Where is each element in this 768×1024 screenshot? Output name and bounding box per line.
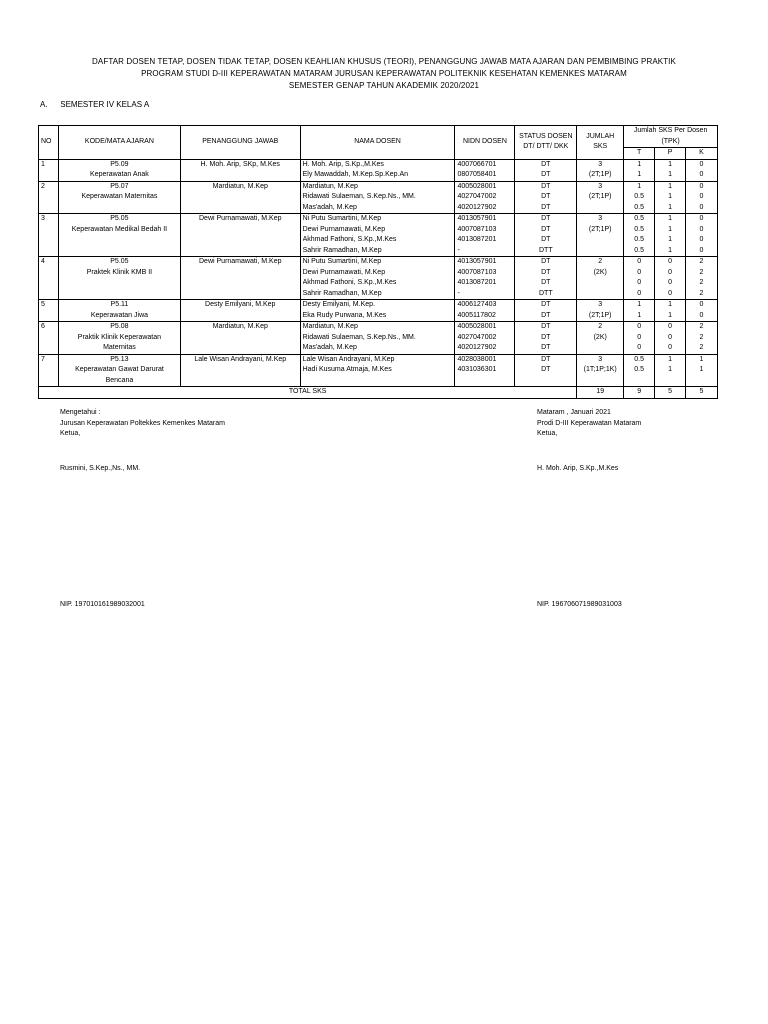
row-k bbox=[686, 257, 718, 300]
row-nidn-line: 0807058401 bbox=[457, 171, 497, 178]
row-k-line: 1 bbox=[699, 355, 704, 363]
row-status bbox=[515, 214, 577, 257]
row-kode-line: Keperawatan Jiwa bbox=[90, 311, 149, 319]
row-t bbox=[624, 181, 655, 214]
row-status-line: DT bbox=[541, 311, 551, 319]
row-kode-line: P5.07 bbox=[110, 182, 129, 190]
row-penanggung-jawab: Mardiatun, M.Kep bbox=[180, 181, 300, 214]
row-k-line: 0 bbox=[699, 236, 704, 243]
row-nama-dosen bbox=[300, 257, 455, 300]
row-p-line: 1 bbox=[668, 246, 673, 254]
sig-left-line2: Jurusan Keperawatan Poltekkes Kemenkes Mataram bbox=[60, 419, 225, 427]
row-nidn bbox=[455, 159, 515, 181]
row-status-line: DT bbox=[541, 366, 551, 373]
row-status-line: DTT bbox=[539, 246, 553, 254]
row-t-line: 1 bbox=[637, 160, 642, 168]
row-jumlah bbox=[577, 181, 624, 214]
row-penanggung-jawab: Dewi Purnamawati, M.Kep bbox=[180, 214, 300, 257]
row-kode bbox=[58, 159, 180, 181]
table-body bbox=[39, 159, 718, 387]
row-t-line: 0 bbox=[637, 268, 642, 276]
total-k: 5 bbox=[686, 387, 718, 399]
row-p-line: 1 bbox=[668, 225, 673, 233]
row-jumlah-line: (2T;1P) bbox=[588, 171, 612, 178]
table-row bbox=[39, 257, 718, 300]
row-nama-dosen-line: Akhmad Fathoni, S.Kp.,M.Kes bbox=[302, 236, 397, 243]
row-kode bbox=[58, 257, 180, 300]
sig-left-line1: Mengetahui : bbox=[60, 409, 101, 416]
row-kode-line: Praktik Klinik Keperawatan bbox=[77, 333, 162, 341]
row-p-line: 1 bbox=[668, 203, 673, 211]
sig-right-line3: Ketua, bbox=[537, 430, 558, 437]
document-title bbox=[0, 56, 768, 92]
total-row bbox=[39, 387, 718, 399]
row-nama-dosen bbox=[300, 300, 455, 322]
row-p-line: 1 bbox=[668, 171, 673, 178]
row-no: 5 bbox=[39, 300, 59, 322]
row-kode-line: Bencana bbox=[105, 376, 134, 384]
row-p-line: 0 bbox=[668, 333, 673, 341]
header-status: STATUS DOSEN DT/ DTT/ DKK bbox=[515, 126, 577, 160]
row-jumlah bbox=[577, 214, 624, 257]
row-nidn-line: 4006127403 bbox=[457, 301, 497, 308]
row-nama-dosen bbox=[300, 159, 455, 181]
row-p bbox=[655, 257, 686, 300]
row-k bbox=[686, 181, 718, 214]
row-jumlah-line: (2T;1P) bbox=[588, 225, 612, 233]
row-nama-dosen-line: Dewi Purnamawati, M.Kep bbox=[302, 268, 386, 276]
row-k-line: 0 bbox=[699, 225, 704, 233]
row-k-line: 0 bbox=[699, 215, 704, 222]
row-k-line: 0 bbox=[699, 301, 704, 308]
row-nidn bbox=[455, 257, 515, 300]
row-kode-line: P5.09 bbox=[110, 160, 129, 168]
row-t-line: 0.5 bbox=[634, 225, 645, 233]
row-no: 6 bbox=[39, 322, 59, 355]
row-nidn-line: 4005028001 bbox=[457, 323, 497, 330]
row-t-line: 0 bbox=[637, 258, 642, 265]
row-p-line: 1 bbox=[668, 193, 673, 200]
sig-right-name: H. Moh. Arip, S.Kp.,M.Kes bbox=[537, 465, 619, 472]
row-no: 2 bbox=[39, 181, 59, 214]
row-penanggung-jawab: Dewi Purnamawati, M.Kep bbox=[180, 257, 300, 300]
row-kode-line: Keperawatan Gawat Darurat bbox=[75, 366, 164, 373]
row-nama-dosen-line: Ridawati Sulaeman, S.Kep.Ns., MM. bbox=[302, 333, 416, 341]
header-p: P bbox=[655, 148, 686, 160]
row-penanggung-jawab: H. Moh. Arip, SKp, M.Kes bbox=[180, 159, 300, 181]
row-t-line: 1 bbox=[637, 182, 642, 190]
row-nidn bbox=[455, 214, 515, 257]
row-kode bbox=[58, 214, 180, 257]
row-k-line: 1 bbox=[699, 366, 704, 373]
row-nama-dosen-line: Mas'adah, M.Kep bbox=[302, 203, 357, 211]
row-status-line: DTT bbox=[539, 289, 553, 297]
header-tpk: Jumlah SKS Per Dosen (TPK) bbox=[624, 126, 718, 148]
row-jumlah-line: 3 bbox=[598, 355, 603, 363]
row-status bbox=[515, 322, 577, 355]
row-t bbox=[624, 322, 655, 355]
row-p-line: 1 bbox=[668, 366, 673, 373]
row-p bbox=[655, 159, 686, 181]
row-t-line: 0.5 bbox=[634, 193, 645, 200]
signature-left bbox=[60, 408, 225, 440]
row-t-line: 0.5 bbox=[634, 215, 645, 222]
header-t: T bbox=[624, 148, 655, 160]
row-t-line: 0 bbox=[637, 323, 642, 330]
row-nidn-line: 4028038001 bbox=[457, 355, 497, 363]
row-status-line: DT bbox=[541, 203, 551, 211]
row-k-line: 0 bbox=[699, 246, 704, 254]
table-row bbox=[39, 354, 718, 387]
row-status-line: DT bbox=[541, 160, 551, 168]
lecturer-table bbox=[38, 125, 718, 399]
table-row bbox=[39, 300, 718, 322]
row-t bbox=[624, 354, 655, 387]
row-nama-dosen-line: Mardiatun, M.Kep bbox=[302, 182, 358, 190]
row-p-line: 1 bbox=[668, 311, 673, 319]
row-nidn-line: 4007087103 bbox=[457, 225, 497, 233]
row-kode bbox=[58, 322, 180, 355]
row-no: 7 bbox=[39, 354, 59, 387]
row-penanggung-jawab: Lale Wisan Andrayani, M.Kep bbox=[180, 354, 300, 387]
row-kode-line: P5.13 bbox=[110, 355, 129, 363]
row-jumlah-line: 2 bbox=[598, 258, 603, 265]
row-nama-dosen-line: Hadi Kusuma Atmaja, M.Kes bbox=[302, 366, 392, 373]
row-k-line: 0 bbox=[699, 311, 704, 319]
total-label: TOTAL SKS bbox=[39, 387, 577, 399]
header-kode: KODE/MATA AJARAN bbox=[58, 126, 180, 160]
row-jumlah-line: 3 bbox=[598, 160, 603, 168]
sig-left-name: Rusmini, S.Kep.,Ns., MM. bbox=[60, 465, 141, 472]
row-nama-dosen-line: Akhmad Fathoni, S.Kp.,M.Kes bbox=[302, 279, 397, 286]
row-jumlah bbox=[577, 322, 624, 355]
row-t bbox=[624, 159, 655, 181]
row-nama-dosen-line: Dewi Purnamawati, M.Kep bbox=[302, 225, 386, 233]
row-status-line: DT bbox=[541, 225, 551, 233]
row-nidn-line: - bbox=[457, 289, 460, 297]
row-no: 3 bbox=[39, 214, 59, 257]
row-status-line: DT bbox=[541, 333, 551, 341]
row-nama-dosen-line: H. Moh. Arip, S.Kp.,M.Kes bbox=[302, 160, 384, 168]
row-nidn-line: 4013057901 bbox=[457, 258, 497, 265]
row-p-line: 0 bbox=[668, 344, 673, 351]
row-p-line: 1 bbox=[668, 355, 673, 363]
sig-left-line3: Ketua, bbox=[60, 430, 81, 437]
row-nidn-line: 4007066701 bbox=[457, 160, 497, 168]
row-kode-line: Keperawatan Medikal Bedah II bbox=[71, 225, 168, 233]
total-p: 5 bbox=[655, 387, 686, 399]
row-jumlah-line: 3 bbox=[598, 215, 603, 222]
row-kode-line: Keperawatan Anak bbox=[90, 171, 149, 178]
row-kode bbox=[58, 181, 180, 214]
row-status-line: DT bbox=[541, 193, 551, 200]
row-jumlah bbox=[577, 257, 624, 300]
row-status-line: DT bbox=[541, 355, 551, 363]
row-jumlah bbox=[577, 159, 624, 181]
row-no: 4 bbox=[39, 257, 59, 300]
row-jumlah-line: (1T;1P;1K) bbox=[583, 366, 617, 373]
row-p-line: 0 bbox=[668, 279, 673, 286]
row-nama-dosen bbox=[300, 354, 455, 387]
sig-right-line2: Prodi D-III Keperawatan Mataram bbox=[537, 419, 642, 427]
row-jumlah-line: (2K) bbox=[593, 268, 607, 276]
row-t bbox=[624, 300, 655, 322]
row-nidn-line: 4005028001 bbox=[457, 182, 497, 190]
row-nidn bbox=[455, 354, 515, 387]
row-jumlah-line: 3 bbox=[598, 301, 603, 308]
row-no: 1 bbox=[39, 159, 59, 181]
table-row bbox=[39, 181, 718, 214]
row-t-line: 1 bbox=[637, 311, 642, 319]
row-nama-dosen bbox=[300, 181, 455, 214]
row-t-line: 0 bbox=[637, 279, 642, 286]
row-nidn bbox=[455, 181, 515, 214]
title-line-2: PROGRAM STUDI D-III KEPERAWATAN MATARAM JURUSAN KEPERAWATAN POLITEKNIK KESEHATAN KEMENKES MATARAM bbox=[141, 69, 627, 78]
row-nama-dosen-line: Ely Mawaddah, M.Kep.Sp.Kep.An bbox=[302, 171, 409, 178]
row-status bbox=[515, 300, 577, 322]
row-nidn-line: 4031036301 bbox=[457, 366, 497, 373]
table-row bbox=[39, 159, 718, 181]
row-nidn-line: 4027047002 bbox=[457, 193, 497, 200]
row-p-line: 1 bbox=[668, 182, 673, 190]
row-kode-line: Praktek Klinik KMB II bbox=[86, 268, 153, 276]
row-jumlah-line: (2T;1P) bbox=[588, 193, 612, 200]
row-nama-dosen-line: Sahrir Ramadhan, M.Kep bbox=[302, 289, 382, 297]
row-status bbox=[515, 181, 577, 214]
row-status-line: DT bbox=[541, 215, 551, 222]
row-nama-dosen bbox=[300, 214, 455, 257]
row-p bbox=[655, 181, 686, 214]
header-penanggung-jawab: PENANGGUNG JAWAB bbox=[180, 126, 300, 160]
row-penanggung-jawab: Desty Emilyani, M.Kep bbox=[180, 300, 300, 322]
row-k-line: 2 bbox=[699, 258, 704, 265]
row-p-line: 0 bbox=[668, 258, 673, 265]
row-t-line: 0 bbox=[637, 333, 642, 341]
row-k-line: 2 bbox=[699, 333, 704, 341]
row-penanggung-jawab: Mardiatun, M.Kep bbox=[180, 322, 300, 355]
row-p-line: 0 bbox=[668, 289, 673, 297]
row-k bbox=[686, 354, 718, 387]
row-nama-dosen-line: Mardiatun, M.Kep bbox=[302, 323, 358, 330]
section-letter: A. bbox=[40, 100, 48, 109]
row-nama-dosen-line: Lale Wisan Andrayani, M.Kep bbox=[302, 355, 395, 363]
row-nama-dosen-line: Ni Putu Sumartini, M.Kep bbox=[302, 215, 382, 222]
row-nidn-line: 4020127902 bbox=[457, 344, 497, 351]
row-jumlah bbox=[577, 300, 624, 322]
header-k: K bbox=[686, 148, 718, 160]
sig-right-nip: NIP. 196706071989031003 bbox=[537, 601, 622, 608]
row-status-line: DT bbox=[541, 171, 551, 178]
row-p bbox=[655, 322, 686, 355]
row-nidn-line: 4013057901 bbox=[457, 215, 497, 222]
row-t-line: 0.5 bbox=[634, 355, 645, 363]
row-status-line: DT bbox=[541, 258, 551, 265]
row-kode bbox=[58, 354, 180, 387]
row-k bbox=[686, 214, 718, 257]
row-nidn-line: - bbox=[457, 246, 460, 254]
section-heading bbox=[40, 100, 149, 109]
row-kode-line: P5.08 bbox=[110, 323, 129, 330]
row-nama-dosen bbox=[300, 322, 455, 355]
row-status bbox=[515, 257, 577, 300]
row-t-line: 0.5 bbox=[634, 366, 645, 373]
row-nama-dosen-line: Ni Putu Sumartini, M.Kep bbox=[302, 258, 382, 265]
row-k-line: 0 bbox=[699, 160, 704, 168]
table-row bbox=[39, 322, 718, 355]
row-k-line: 2 bbox=[699, 279, 704, 286]
row-jumlah-line: (2T;1P) bbox=[588, 311, 612, 319]
row-jumlah-line: 2 bbox=[598, 323, 603, 330]
row-k-line: 0 bbox=[699, 182, 704, 190]
row-p-line: 0 bbox=[668, 323, 673, 330]
signature-right bbox=[537, 408, 641, 440]
row-kode-line: Keperawatan Maternitas bbox=[81, 193, 158, 200]
row-status-line: DT bbox=[541, 182, 551, 190]
row-k-line: 2 bbox=[699, 344, 704, 351]
row-p-line: 1 bbox=[668, 215, 673, 222]
row-p bbox=[655, 300, 686, 322]
row-nidn bbox=[455, 300, 515, 322]
row-t-line: 0 bbox=[637, 289, 642, 297]
row-t-line: 0.5 bbox=[634, 236, 645, 243]
row-t bbox=[624, 214, 655, 257]
total-jumlah: 19 bbox=[577, 387, 624, 399]
row-p-line: 0 bbox=[668, 268, 673, 276]
row-kode-line: P5.11 bbox=[110, 301, 129, 308]
title-line-1: DAFTAR DOSEN TETAP, DOSEN TIDAK TETAP, DOSEN KEAHLIAN KHUSUS (TEORI), PENANGGUNG JAWAB MATA AJARAN DAN PEMBIMBING PRAKTIK bbox=[92, 57, 676, 66]
row-k bbox=[686, 300, 718, 322]
row-kode-line: P5.05 bbox=[110, 215, 129, 222]
row-p bbox=[655, 354, 686, 387]
row-p-line: 1 bbox=[668, 301, 673, 308]
row-k-line: 0 bbox=[699, 193, 704, 200]
header-no: NO bbox=[39, 126, 59, 160]
row-nama-dosen-line: Desty Emilyani, M.Kep. bbox=[302, 301, 375, 308]
row-status-line: DT bbox=[541, 344, 551, 351]
title-line-3: SEMESTER GENAP TAHUN AKADEMIK 2020/2021 bbox=[288, 81, 480, 90]
row-status bbox=[515, 159, 577, 181]
header-nidn: NIDN DOSEN bbox=[455, 126, 515, 160]
row-nidn-line: 4007087103 bbox=[457, 268, 497, 276]
row-k bbox=[686, 322, 718, 355]
header-jumlah-sks: JUMLAH SKS bbox=[577, 126, 624, 160]
row-p-line: 1 bbox=[668, 160, 673, 168]
row-t-line: 0.5 bbox=[634, 203, 645, 211]
row-status-line: DT bbox=[541, 279, 551, 286]
row-k-line: 2 bbox=[699, 323, 704, 330]
row-k bbox=[686, 159, 718, 181]
row-nidn-line: 4005117802 bbox=[457, 311, 496, 319]
row-t-line: 1 bbox=[637, 171, 642, 178]
row-t-line: 1 bbox=[637, 301, 642, 308]
row-t-line: 0.5 bbox=[634, 246, 645, 254]
row-status-line: DT bbox=[541, 236, 551, 243]
row-kode-line: P5.05 bbox=[110, 258, 129, 265]
row-nama-dosen-line: Ridawati Sulaeman, S.Kep.Ns., MM. bbox=[302, 193, 416, 200]
row-k-line: 0 bbox=[699, 171, 704, 178]
row-nama-dosen-line: Sahrir Ramadhan, M.Kep bbox=[302, 246, 382, 254]
row-p-line: 1 bbox=[668, 236, 673, 243]
row-nama-dosen-line: Mas'adah, M.Kep bbox=[302, 344, 357, 351]
total-t: 9 bbox=[624, 387, 655, 399]
row-nidn-line: 4013087201 bbox=[457, 236, 497, 243]
row-status-line: DT bbox=[541, 268, 551, 276]
row-p bbox=[655, 214, 686, 257]
row-jumlah bbox=[577, 354, 624, 387]
row-status bbox=[515, 354, 577, 387]
row-nidn bbox=[455, 322, 515, 355]
sig-right-line1: Mataram , Januari 2021 bbox=[537, 409, 611, 416]
section-label: SEMESTER IV KELAS A bbox=[60, 100, 150, 109]
row-t bbox=[624, 257, 655, 300]
sig-left-nip: NIP. 197010161989032001 bbox=[60, 601, 145, 608]
row-kode bbox=[58, 300, 180, 322]
header-nama-dosen: NAMA DOSEN bbox=[300, 126, 455, 160]
row-nidn-line: 4020127902 bbox=[457, 203, 497, 211]
table-row bbox=[39, 214, 718, 257]
row-nidn-line: 4027047002 bbox=[457, 333, 497, 341]
row-kode-line: Maternitas bbox=[103, 344, 136, 351]
row-jumlah-line: 3 bbox=[598, 182, 603, 190]
row-jumlah-line: (2K) bbox=[593, 333, 607, 341]
row-nidn-line: 4013087201 bbox=[457, 279, 497, 286]
row-k-line: 0 bbox=[699, 203, 704, 211]
row-status-line: DT bbox=[541, 301, 551, 308]
row-status-line: DT bbox=[541, 323, 551, 330]
row-k-line: 2 bbox=[699, 289, 704, 297]
row-t-line: 0 bbox=[637, 344, 642, 351]
row-k-line: 2 bbox=[699, 268, 704, 276]
row-nama-dosen-line: Eka Rudy Purwana, M.Kes bbox=[302, 311, 387, 319]
